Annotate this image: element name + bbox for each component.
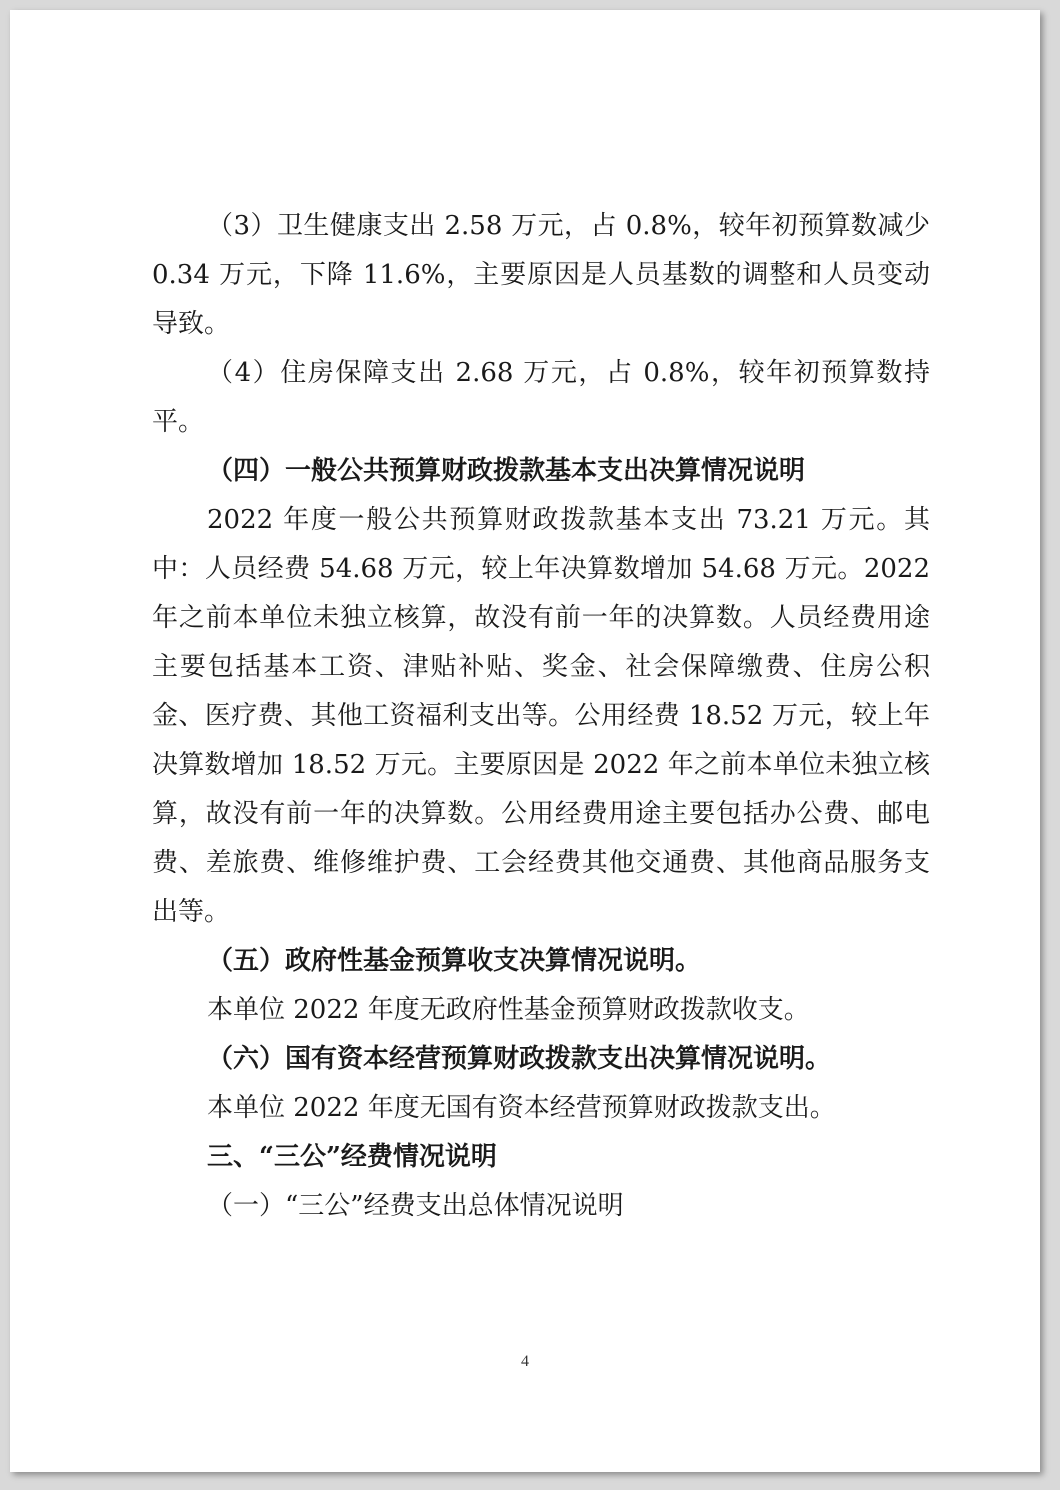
paragraph-housing-expenditure: （4）住房保障支出 2.68 万元，占 0.8%，较年初预算数持平。 [152, 358, 930, 437]
heading-government-fund: （五）政府性基金预算收支决算情况说明。 [207, 946, 702, 976]
paragraph-basic-expenditure: 2022 年度一般公共预算财政拨款基本支出 73.21 万元。其中：人员经费 54.68 万元，较上年决算数增加 54.68 万元。2022 年之前本单位未独立核算，故没有前一年的决算数。人员经费用途主要包括基本工资、津贴补贴、奖金、社会保障缴费、住房公积金、医疗费、其他工资福利支出等。公用经费 18.52 万元，较上年决算数增加 18.52 万元。主要原因是 2022 年之前本单位未独立核算，故没有前一年的决算数。公用经费用途主要包括办公费、邮电费、差旅费、维修维护费、工会经费其他交通费、其他商品服务支出等。 [152, 505, 930, 927]
document-body [152, 202, 930, 1231]
paragraph-government-fund: 本单位 2022 年度无政府性基金预算财政拨款收支。 [207, 995, 810, 1025]
heading-state-capital: （六）国有资本经营预算财政拨款支出决算情况说明。 [207, 1044, 832, 1074]
document-page [10, 10, 1040, 1472]
paragraph-health-expenditure: （3）卫生健康支出 2.58 万元，占 0.8%，较年初预算数减少 0.34 万元，下降 11.6%，主要原因是人员基数的调整和人员变动导致。 [152, 211, 930, 339]
heading-three-public-overview: （一）“三公”经费支出总体情况说明 [207, 1191, 624, 1221]
page-number: 4 [521, 1353, 529, 1370]
heading-basic-expenditure: （四）一般公共预算财政拨款基本支出决算情况说明 [207, 456, 806, 486]
paragraph-state-capital: 本单位 2022 年度无国有资本经营预算财政拨款支出。 [207, 1093, 836, 1123]
heading-three-public: 三、“三公”经费情况说明 [207, 1142, 497, 1172]
